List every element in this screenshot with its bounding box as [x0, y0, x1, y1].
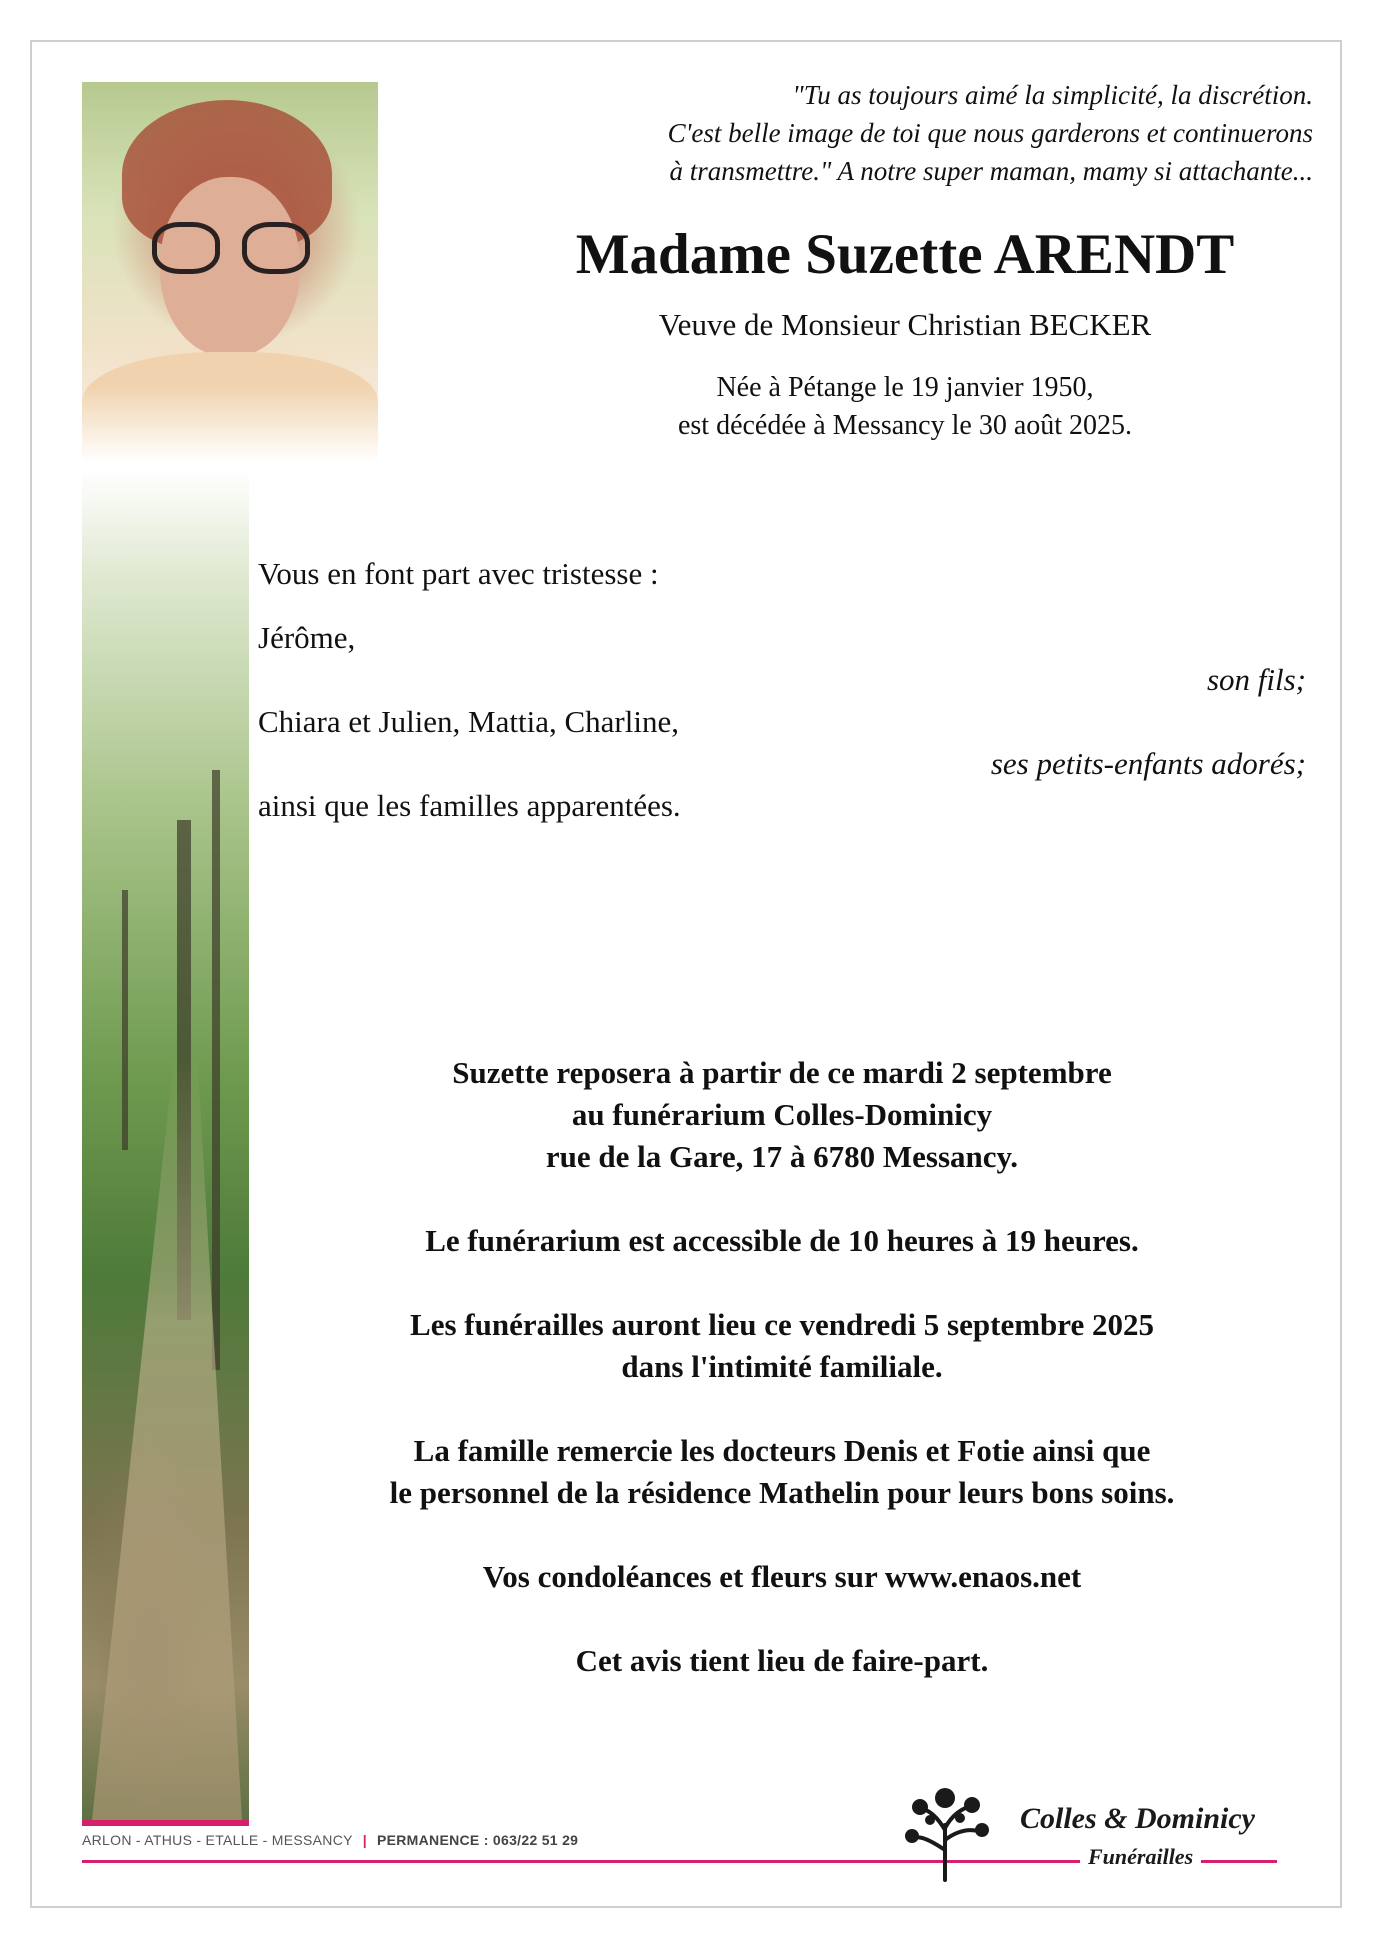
footer-locations: ARLON - ATHUS - ETALLE - MESSANCY [82, 1832, 353, 1848]
opening-hours: Le funérarium est accessible de 10 heures à 19 heures. [425, 1223, 1139, 1258]
visitation-details: Suzette reposera à partir de ce mardi 2 septembre au funérarium Colles-Dominicy rue de la Gare, 17 à 6780 Messancy. [452, 1055, 1112, 1174]
funeral-date: Les funérailles auront lieu ce vendredi 5 septembre 2025 dans l'intimité familiale. [410, 1307, 1154, 1384]
footer-permanence: PERMANENCE : 063/22 51 29 [377, 1832, 579, 1848]
footer-separator: | [362, 1832, 367, 1848]
family-relation: son fils; [1206, 662, 1306, 697]
family-announcement [258, 556, 1306, 830]
acknowledgements: La famille remercie les docteurs Denis et Fotie ainsi que le personnel de la résidence Mathelin pour leurs bons soins. [389, 1433, 1175, 1510]
family-closing: ainsi que les familles apparentées. [258, 788, 681, 823]
brand-name: Colles & Dominicy [1020, 1802, 1255, 1835]
portrait-photo [82, 82, 378, 462]
family-member: Chiara et Julien, Mattia, Charline, [258, 704, 679, 739]
deceased-name: Madame Suzette ARENDT [575, 223, 1235, 286]
widow-line: Veuve de Monsieur Christian BECKER [658, 307, 1152, 342]
family-intro: Vous en font part avec tristesse : [258, 556, 659, 591]
forest-path-image [82, 470, 249, 1820]
family-relation: ses petits-enfants adorés; [990, 746, 1306, 781]
notice-statement: Cet avis tient lieu de faire-part. [575, 1643, 989, 1678]
footer-contact [82, 1832, 578, 1848]
memorial-quote: "Tu as toujours aimé la simplicité, la discrétion. C'est belle image de toi que nous garderons et continuerons à transmettre." A notre super maman, mamy si attachante... [667, 80, 1313, 186]
funeral-home-logo [880, 1780, 1300, 1890]
tree-icon [890, 1780, 1000, 1890]
birth-death-dates: Née à Pétange le 19 janvier 1950, est décédée à Messancy le 30 août 2025. [677, 372, 1133, 441]
funeral-information [258, 1052, 1306, 1724]
family-member: Jérôme, [258, 620, 356, 655]
condolences-link: Vos condoléances et fleurs sur www.enaos.net [482, 1559, 1082, 1594]
brand-subtitle: Funérailles [1080, 1844, 1201, 1870]
